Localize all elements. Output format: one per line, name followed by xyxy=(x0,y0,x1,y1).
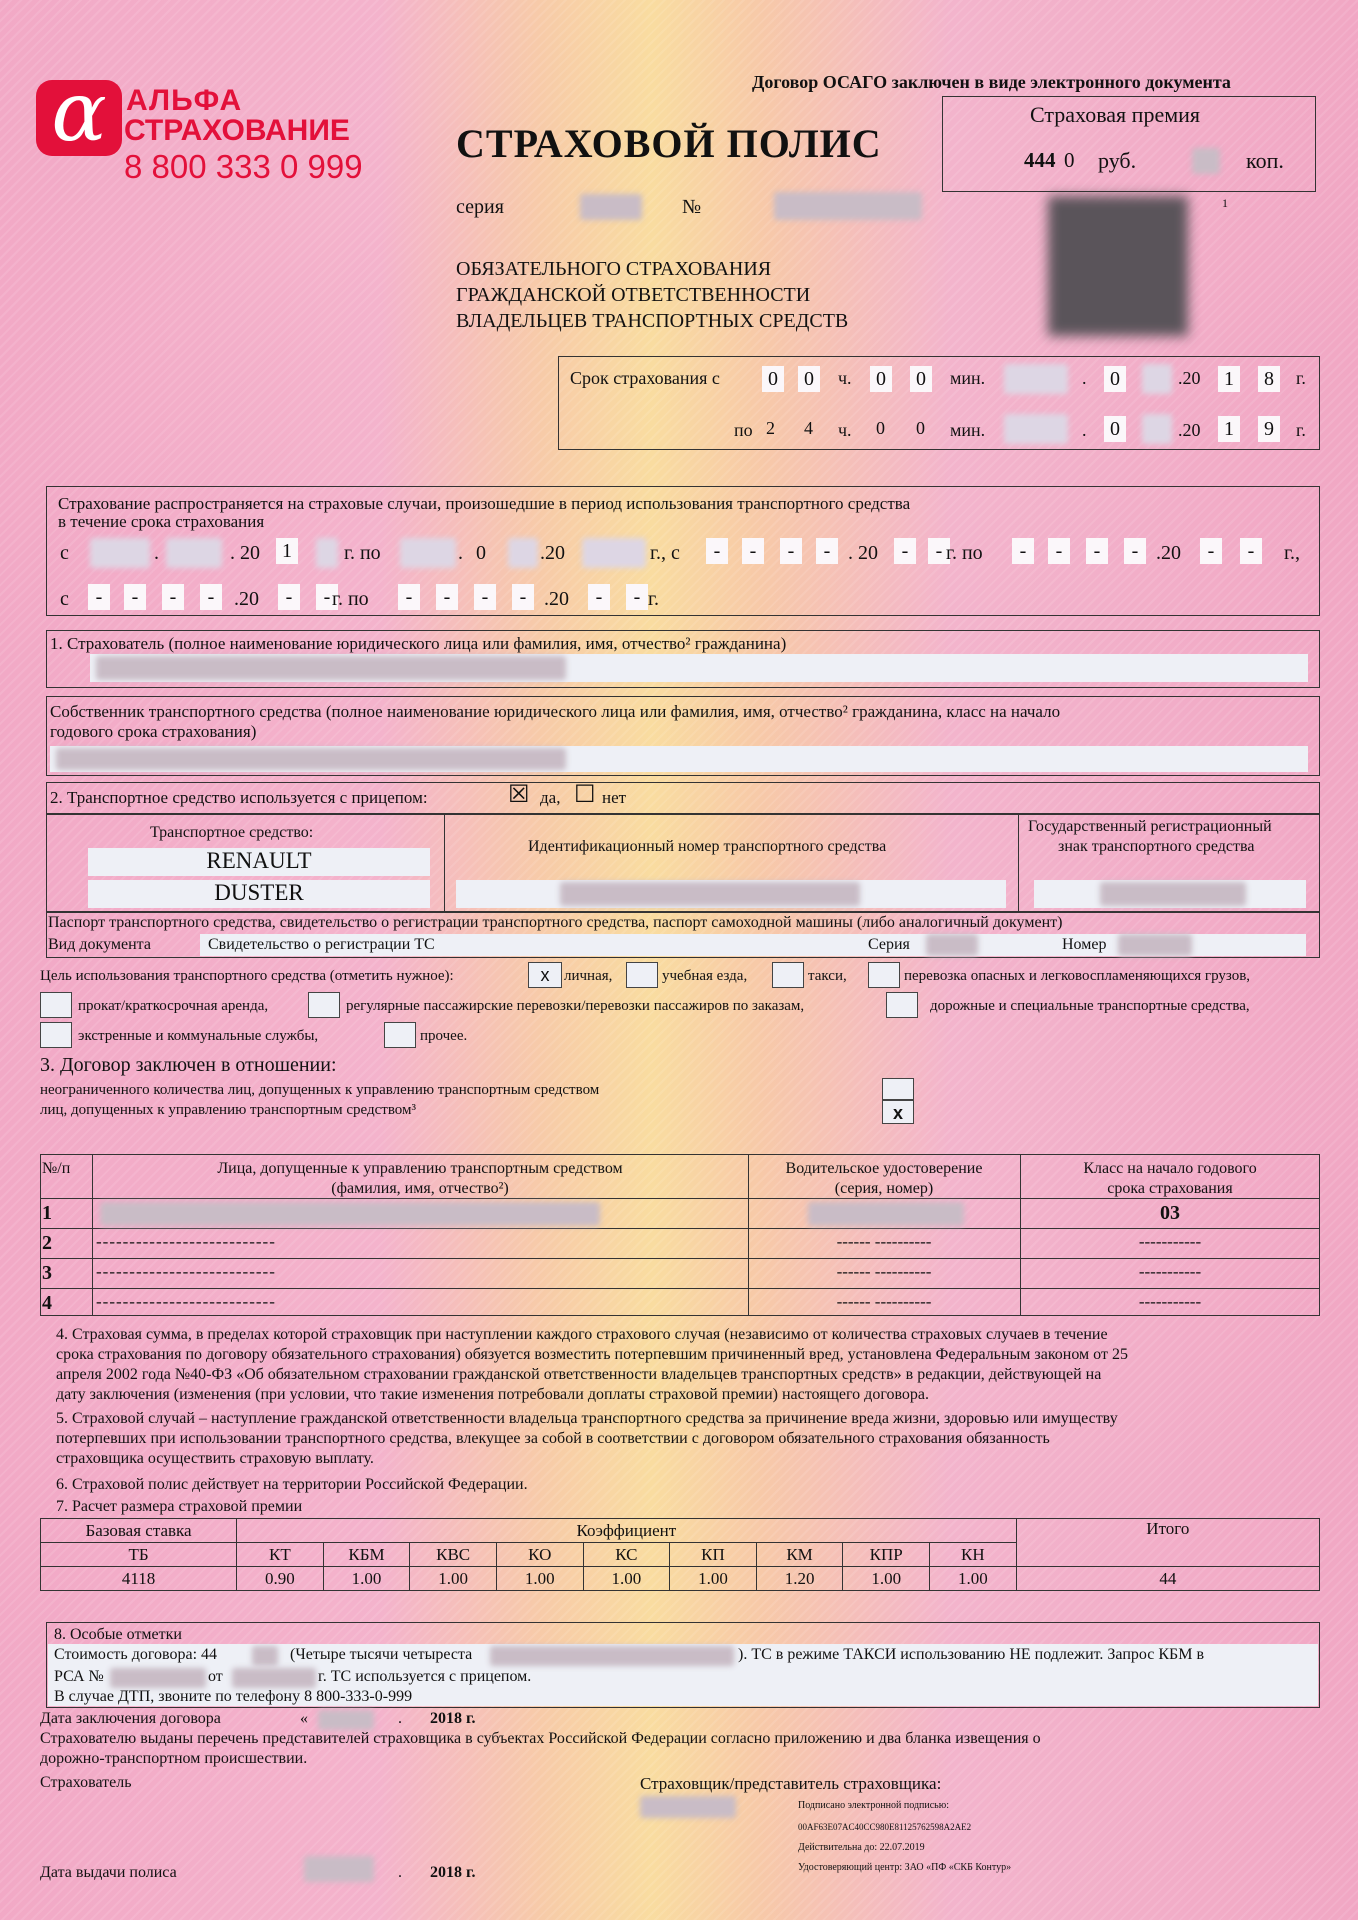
term-to-g: г. xyxy=(1296,420,1306,440)
clause-5-line-1: 5. Страховой случай – наступление гражданской ответственности владельца транспортного средства за причинение вреда жизни, здоровью или имуществу xyxy=(56,1410,1118,1427)
trailer-no-label: нет xyxy=(602,788,627,807)
driver-3-num: 3 xyxy=(42,1262,52,1284)
driver-3-license: ------ ---------- xyxy=(836,1262,932,1281)
premium-calc-table xyxy=(40,1518,1320,1591)
period-r2-d2: - xyxy=(124,584,146,610)
clause-5-line-2: потерпевших при использовании транспортного средства, влекущее за собой в соответствии с договором обязательного страхования обязанность xyxy=(56,1430,1050,1447)
doc-series-redacted xyxy=(926,934,978,956)
purpose-taxi-label: такси, xyxy=(808,968,847,984)
reg-label-1: Государственный регистрационный xyxy=(1028,818,1272,835)
term-from-g: г. xyxy=(1296,368,1306,388)
special-words-redacted xyxy=(490,1646,734,1666)
purpose-personal-checkbox[interactable]: x xyxy=(528,962,562,988)
term-to-digit-1: 2 xyxy=(766,418,775,438)
period-r2-d11: - xyxy=(588,584,610,610)
purpose-label: Цель использования транспортного средства (отметить нужное): xyxy=(40,968,454,984)
issue-date-redacted xyxy=(304,1856,374,1882)
period-r1-c: с xyxy=(60,542,69,564)
drivers-row-sep-3 xyxy=(40,1258,1320,1259)
number-label: № xyxy=(682,196,702,218)
vehicle-make: RENAULT xyxy=(206,848,312,873)
trailer-label: 2. Транспортное средство используется с прицепом: xyxy=(50,788,428,807)
period-r1-g-c: г., с xyxy=(650,542,680,564)
passport-label: Паспорт транспортного средства, свидетельство о регистрации транспортного средства, паспорт самоходной машины (либо аналогичный документ) xyxy=(48,914,1063,931)
contract-date-label: Дата заключения договора xyxy=(40,1710,221,1727)
special-line1-a: Стоимость договора: 44 xyxy=(54,1646,218,1663)
drivers-h-name-1: Лица, допущенные к управлению транспортным средством xyxy=(217,1160,623,1177)
issue-date-dot: . xyxy=(398,1864,402,1881)
purpose-training-label: учебная езда, xyxy=(662,968,748,984)
calc-h-kbm: КБМ xyxy=(323,1543,410,1567)
owner-label-1: Собственник транспортного средства (полное наименование юридического лица или фамилия, имя, отчество² гражданина, класс на начало xyxy=(50,702,1061,721)
term-from-digit-3: 0 xyxy=(870,366,892,392)
calc-h-kt: КТ xyxy=(237,1543,324,1567)
calc-total-value: 44 xyxy=(1016,1567,1319,1591)
drivers-h-license-2: (серия, номер) xyxy=(834,1180,934,1197)
period-r1-g-end: г., xyxy=(1284,542,1300,564)
period-r1-y20b: .20 xyxy=(540,542,565,564)
driver-1-license-redacted xyxy=(808,1202,964,1226)
term-to-min: мин. xyxy=(950,420,986,440)
calc-h-ko: КО xyxy=(496,1543,583,1567)
purpose-road-checkbox[interactable] xyxy=(886,992,918,1018)
premium-amount-rest: 0 xyxy=(1064,148,1075,172)
driver-1-num: 1 xyxy=(42,1202,52,1224)
insured-label: 1. Страхователь (полное наименование юридического лица или фамилия, имя, отчество² гражданина) xyxy=(50,634,787,653)
trailer-yes-label: да, xyxy=(540,788,561,807)
calc-h-tb: ТБ xyxy=(41,1543,237,1567)
clause-7: 7. Расчет размера страховой премии xyxy=(56,1498,303,1515)
period-r1-d12: - xyxy=(1240,538,1262,564)
term-from-label: Срок страхования с xyxy=(570,368,720,388)
term-to-y1: 1 xyxy=(1218,416,1240,442)
insured-signature-label: Страхователь xyxy=(40,1774,132,1791)
purpose-training-checkbox[interactable] xyxy=(626,962,658,988)
period-r1-dot1: . xyxy=(154,542,159,564)
calc-v-kp: 1.00 xyxy=(670,1567,757,1591)
calc-h-kvs: КВС xyxy=(410,1543,497,1567)
calc-v-ko: 1.00 xyxy=(496,1567,583,1591)
period-text-1: Страхование распространяется на страховые случаи, произошедшие в период использования транспортного средства xyxy=(58,494,911,513)
period-r1-d3: - xyxy=(780,538,802,564)
series-label: серия xyxy=(456,196,504,218)
term-from-day-redacted xyxy=(1004,364,1068,394)
special-line2-a: РСА № xyxy=(54,1668,104,1685)
period-r1-g-po: г. по xyxy=(344,542,381,564)
contract-date-dot: . xyxy=(398,1710,402,1727)
period-r1-redacted-4 xyxy=(400,538,456,568)
period-r2-d8: - xyxy=(436,584,458,610)
driver-3-class: ----------- xyxy=(1138,1262,1202,1281)
clause-4-line-1: 4. Страховая сумма, в пределах которой страховщик при наступлении каждого страхового случая (независимо от количества страховых случаев в течение xyxy=(56,1326,1108,1343)
calc-v-kt: 0.90 xyxy=(237,1567,324,1591)
period-r2-c: с xyxy=(60,588,69,610)
calc-v-km: 1.20 xyxy=(756,1567,843,1591)
purpose-other-checkbox[interactable] xyxy=(384,1022,416,1048)
unlimited-label: неограниченного количества лиц, допущенных к управлению транспортным средством xyxy=(40,1082,600,1098)
driver-3-name: --------------------------- xyxy=(96,1262,276,1281)
esign-line-4: Удостоверяющий центр: ЗАО «ПФ «СКБ Контур» xyxy=(798,1862,1012,1873)
vehicle-sep-2 xyxy=(1018,814,1019,912)
clause-4-line-2: срока страхования по договору обязательного страхования) обязуется возместить потерпевшим причиненный вред, установлена Федеральным законом от 25 xyxy=(56,1346,1128,1363)
period-r1-d9: - xyxy=(1086,538,1108,564)
purpose-personal-label: личная, xyxy=(564,968,613,984)
special-line3: В случае ДТП, звоните по телефону 8 800-333-0-999 xyxy=(54,1688,413,1705)
driver-2-license: ------ ---------- xyxy=(836,1232,932,1251)
term-to-digit-4: 0 xyxy=(916,418,925,438)
subtitle-2: ГРАЖДАНСКОЙ ОТВЕТСТВЕННОСТИ xyxy=(456,284,811,306)
premium-amount-bold: 444 xyxy=(1024,148,1056,172)
doc-type-label: Вид документа xyxy=(48,936,151,953)
period-text-2: в течение срока страхования xyxy=(58,512,265,531)
special-date-redacted xyxy=(232,1668,316,1688)
calc-v-tb: 4118 xyxy=(41,1567,237,1591)
period-r1-redacted-3 xyxy=(316,538,338,568)
vehicle-col1-label: Транспортное средство: xyxy=(150,824,314,841)
calc-v-kn: 1.00 xyxy=(930,1567,1017,1591)
period-r2-g-end: г. xyxy=(648,588,659,610)
term-from-20: .20 xyxy=(1178,368,1201,388)
limited-label: лиц, допущенных к управлению транспортным средством³ xyxy=(40,1102,417,1118)
period-r2-d3: - xyxy=(162,584,184,610)
contract-date-quote: « xyxy=(300,1710,308,1727)
insured-redacted xyxy=(96,656,566,680)
premium-rub: руб. xyxy=(1098,148,1137,173)
vehicle-sep-1 xyxy=(444,814,445,912)
period-r1-zero: 0 xyxy=(476,542,486,564)
clause-6: 6. Страховой полис действует на территории Российской Федерации. xyxy=(56,1476,528,1493)
purpose-emergency-checkbox[interactable] xyxy=(40,1022,72,1048)
term-to-month-redacted xyxy=(1142,414,1172,444)
qr-code-icon xyxy=(1048,196,1188,336)
period-r2-d4: - xyxy=(200,584,222,610)
issue-date-label: Дата выдачи полиса xyxy=(40,1864,177,1881)
term-to-day-redacted xyxy=(1004,414,1068,444)
period-r1-redacted-6 xyxy=(582,538,646,568)
calc-v-kvs: 1.00 xyxy=(410,1567,497,1591)
period-r1-d2: - xyxy=(742,538,764,564)
reg-label-2: знак транспортного средства xyxy=(1058,838,1255,855)
term-from-month-redacted xyxy=(1142,364,1172,394)
term-from-digit-1: 0 xyxy=(762,366,784,392)
term-from-h: ч. xyxy=(838,368,852,388)
limited-checkbox[interactable]: x xyxy=(882,1100,914,1124)
period-r2-d10: - xyxy=(512,584,534,610)
driver-4-class: ----------- xyxy=(1138,1292,1202,1311)
doc-type-value: Свидетельство о регистрации ТС xyxy=(208,936,435,953)
owner-redacted xyxy=(56,748,566,770)
period-r1-redacted-5 xyxy=(508,538,538,568)
term-from-y1: 1 xyxy=(1218,366,1240,392)
contract-date-year: 2018 г. xyxy=(430,1710,476,1727)
term-from-min: мин. xyxy=(950,368,986,388)
period-r2-g-po: г. по xyxy=(332,588,369,610)
term-to-dot: . xyxy=(1082,420,1087,440)
purpose-dangerous-checkbox[interactable] xyxy=(868,962,900,988)
trailer-yes-checkbox[interactable]: ☒ xyxy=(508,780,530,808)
term-to-digit-3: 0 xyxy=(876,418,885,438)
logo-line2: СТРАХОВАНИЕ xyxy=(124,114,350,147)
unlimited-checkbox[interactable] xyxy=(882,1078,914,1100)
driver-4-num: 4 xyxy=(42,1292,52,1314)
purpose-emergency-label: экстренные и коммунальные службы, xyxy=(78,1028,319,1044)
series-redacted xyxy=(580,194,642,220)
calc-total-header: Итого xyxy=(1016,1519,1319,1567)
drivers-h-class-2: срока страхования xyxy=(1107,1180,1233,1197)
drivers-sep-1 xyxy=(92,1154,93,1316)
calc-v-ks: 1.00 xyxy=(583,1567,670,1591)
vin-redacted xyxy=(560,882,860,906)
period-r2-d12: - xyxy=(626,584,648,610)
calc-coef-header: Коэффициент xyxy=(237,1519,1017,1543)
period-r1-d11: - xyxy=(1200,538,1222,564)
period-r2-d7: - xyxy=(398,584,420,610)
esign-line-1: Подписано электронной подписью: xyxy=(798,1800,949,1811)
term-to-y2: 9 xyxy=(1258,416,1280,442)
premium-label: Страховая премия xyxy=(1030,102,1201,127)
drivers-row-sep-4 xyxy=(40,1288,1320,1289)
drivers-h-name-2: (фамилия, имя, отчество²) xyxy=(331,1180,509,1197)
period-r1-y20: . 20 xyxy=(230,542,260,564)
insurer-signature-redacted xyxy=(640,1796,736,1818)
special-label: 8. Особые отметки xyxy=(54,1626,182,1643)
period-r1-y20d: .20 xyxy=(1156,542,1181,564)
special-line2-c: г. ТС используется с прицепом. xyxy=(318,1668,532,1685)
doc-series-label: Серия xyxy=(868,936,910,953)
purpose-road-label: дорожные и специальные транспортные средства, xyxy=(930,998,1250,1014)
clause-4-line-4: дату заключения (изменения (при условии, что такие изменения потребовали доплаты страховой премии) настоящего договора. xyxy=(56,1386,930,1403)
driver-2-class: ----------- xyxy=(1138,1232,1202,1251)
special-line1-c: ). ТС в режиме ТАКСИ использованию НЕ подлежит. Запрос КБМ в xyxy=(738,1646,1205,1663)
issued-docs-1: Страхователю выданы перечень представителей страховщика в субъектах Российской Федерации согласно приложению и два бланка извещения о xyxy=(40,1730,1041,1747)
driver-4-name: --------------------------- xyxy=(96,1292,276,1311)
period-r2-d6: - xyxy=(316,584,338,610)
subtitle-3: ВЛАДЕЛЬЦЕВ ТРАНСПОРТНЫХ СРЕДСТВ xyxy=(456,310,849,332)
period-r1-redacted-1 xyxy=(90,538,150,568)
term-to-h: ч. xyxy=(838,420,852,440)
purpose-passenger-label: регулярные пассажирские перевозки/перевозки пассажиров по заказам, xyxy=(346,998,805,1014)
period-r1-d6: - xyxy=(928,538,950,564)
drivers-h-class-1: Класс на начало годового xyxy=(1083,1160,1257,1177)
calc-base-rate-header: Базовая ставка xyxy=(41,1519,237,1543)
term-from-dot: . xyxy=(1082,368,1087,388)
electronic-note: Договор ОСАГО заключен в виде электронного документа xyxy=(752,72,1231,92)
section3-label: 3. Договор заключен в отношении: xyxy=(40,1054,337,1076)
period-r1-d1: - xyxy=(706,538,728,564)
clause-4-line-3: апреля 2002 года №40-ФЗ «Об обязательном страховании гражданской ответственности владельцев транспортных средств» в редакции, действующей на xyxy=(56,1366,1102,1383)
driver-2-name: --------------------------- xyxy=(96,1232,276,1251)
driver-1-class: 03 xyxy=(1160,1202,1180,1224)
calc-h-km: КМ xyxy=(756,1543,843,1567)
period-r1-d5: - xyxy=(894,538,916,564)
special-cost-redacted xyxy=(252,1646,278,1666)
calc-h-kp: КП xyxy=(670,1543,757,1567)
term-to-20: .20 xyxy=(1178,420,1201,440)
term-from-digit-4: 0 xyxy=(910,366,932,392)
calc-v-kpr: 1.00 xyxy=(843,1567,930,1591)
clause-5-line-3: страховщика осуществить страховую выплату. xyxy=(56,1450,374,1467)
purpose-taxi-checkbox[interactable] xyxy=(772,962,804,988)
period-r1-dot3: . xyxy=(458,542,463,564)
trailer-no-checkbox[interactable]: ☐ xyxy=(574,780,596,808)
period-r2-d1: - xyxy=(88,584,110,610)
special-line1-b: (Четыре тысячи четыреста xyxy=(290,1646,473,1663)
purpose-dangerous-label: перевозка опасных и легковоспламеняющихся грузов, xyxy=(904,968,1251,984)
period-r2-d5: - xyxy=(278,584,300,610)
special-line2-b: от xyxy=(208,1668,223,1685)
logo-phone: 8 800 333 0 999 xyxy=(124,148,363,185)
drivers-row-sep-1 xyxy=(40,1198,1320,1199)
purpose-rental-label: прокат/краткосрочная аренда, xyxy=(78,998,269,1014)
calc-v-kbm: 1.00 xyxy=(323,1567,410,1591)
term-to-label: по xyxy=(734,420,753,440)
vehicle-model: DUSTER xyxy=(214,880,304,905)
purpose-other-label: прочее. xyxy=(420,1028,468,1044)
calc-h-ks: КС xyxy=(583,1543,670,1567)
period-r1-y20c: . 20 xyxy=(848,542,878,564)
vin-label: Идентификационный номер транспортного средства xyxy=(528,838,887,855)
doc-number-redacted xyxy=(1118,934,1192,956)
calc-h-kn: КН xyxy=(930,1543,1017,1567)
logo-line1: АЛЬФА xyxy=(126,84,243,117)
period-r2-y20b: .20 xyxy=(544,588,569,610)
issue-date-year: 2018 г. xyxy=(430,1864,476,1881)
period-r1-one: 1 xyxy=(276,538,298,564)
period-r1-d8: - xyxy=(1048,538,1070,564)
purpose-passenger-checkbox[interactable] xyxy=(308,992,340,1018)
qr-index: 1 xyxy=(1222,196,1228,210)
subtitle-1: ОБЯЗАТЕЛЬНОГО СТРАХОВАНИЯ xyxy=(456,258,772,280)
term-from-month: 0 xyxy=(1104,366,1126,392)
premium-kop: коп. xyxy=(1246,148,1284,173)
driver-2-num: 2 xyxy=(42,1232,52,1254)
premium-kop-redacted xyxy=(1192,148,1220,174)
contract-date-redacted xyxy=(318,1710,374,1730)
reg-redacted xyxy=(1100,882,1246,906)
drivers-h-license-1: Водительское удостоверение xyxy=(785,1160,983,1177)
period-r2-d9: - xyxy=(474,584,496,610)
alfa-logo-icon: α xyxy=(51,65,107,160)
term-from-y2: 8 xyxy=(1258,366,1280,392)
insurer-signature-label: Страховщик/представитель страховщика: xyxy=(640,1774,942,1793)
owner-label-2: годового срока страхования) xyxy=(50,722,257,741)
driver-1-name-redacted xyxy=(100,1202,600,1226)
calc-h-kpr: КПР xyxy=(843,1543,930,1567)
period-r1-d10: - xyxy=(1124,538,1146,564)
doc-number-label: Номер xyxy=(1062,936,1107,953)
period-r1-g-po2: г. по xyxy=(946,542,983,564)
special-rsa-redacted xyxy=(110,1668,206,1688)
drivers-row-sep-2 xyxy=(40,1228,1320,1229)
period-r1-d4: - xyxy=(816,538,838,564)
period-r2-y20: .20 xyxy=(234,588,259,610)
term-to-digit-2: 4 xyxy=(804,418,813,438)
term-to-month: 0 xyxy=(1104,416,1126,442)
number-redacted xyxy=(774,192,922,220)
drivers-h-num: №/п xyxy=(42,1160,71,1177)
esign-line-3: Действительна до: 22.07.2019 xyxy=(798,1842,925,1853)
issued-docs-2: дорожно-транспортном происшествии. xyxy=(40,1750,308,1767)
driver-4-license: ------ ---------- xyxy=(836,1292,932,1311)
period-r1-d7: - xyxy=(1012,538,1034,564)
purpose-rental-checkbox[interactable] xyxy=(40,992,72,1018)
term-from-digit-2: 0 xyxy=(798,366,820,392)
period-r1-redacted-2 xyxy=(166,538,222,568)
page-title: СТРАХОВОЙ ПОЛИС xyxy=(456,121,882,166)
esign-line-2: 00AF63E07AC40CC980E81125762598A2AE2 xyxy=(798,1822,972,1832)
